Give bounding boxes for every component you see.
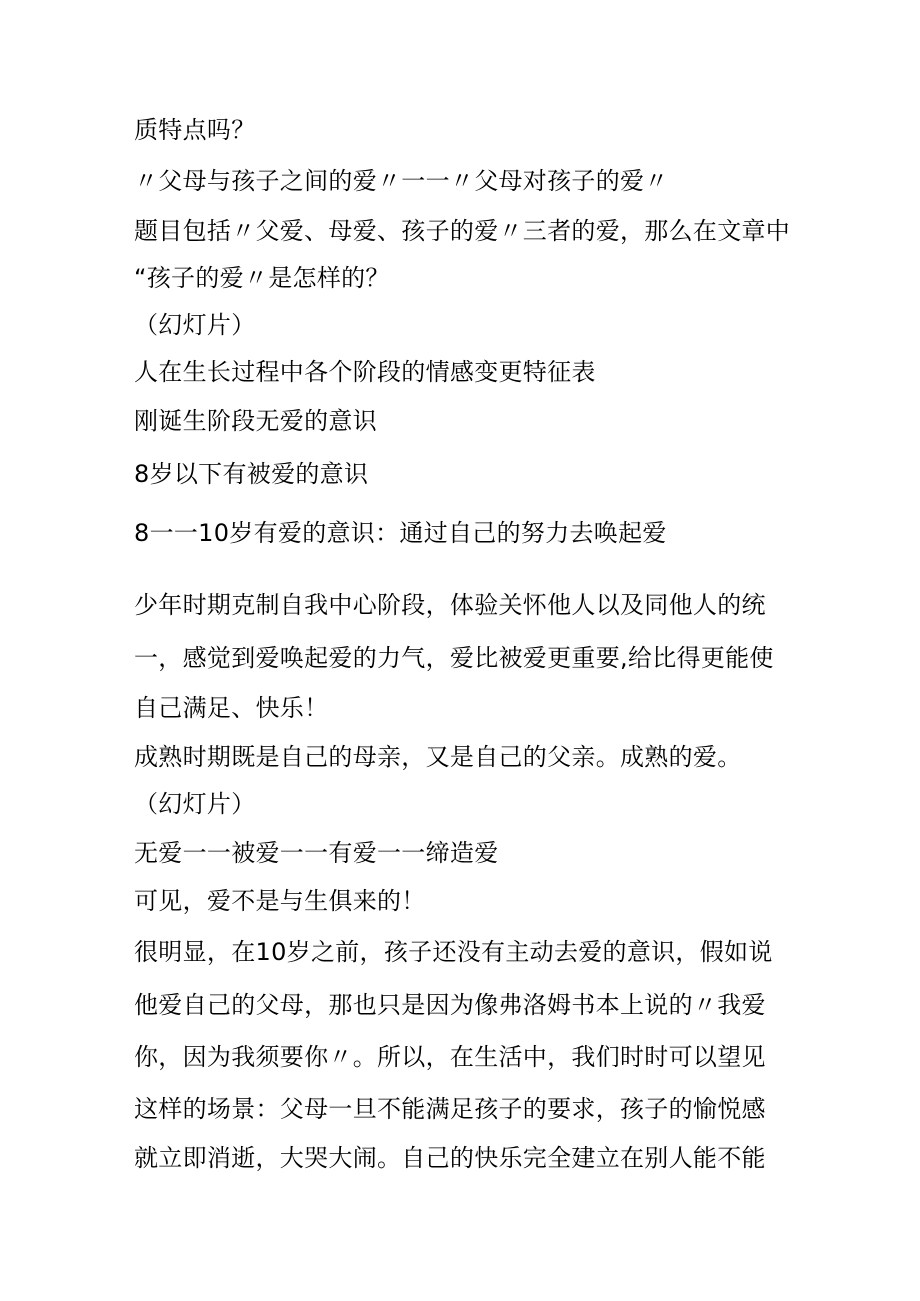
text-line: 他爱自己的父母，那也只是因为像弗洛姆书本上说的〃我爱 [134, 991, 766, 1019]
text-line: 无爱一一被爱一一有爱一一缔造爱 [134, 839, 499, 867]
text-line: 刚诞生阶段无爱的意识 [134, 407, 377, 435]
text-line: 8岁以下有被爱的意识 [134, 460, 369, 488]
text-line: 题目包括〃父爱、母爱、孩子的爱〃三者的爱，那么在文章中 [134, 217, 791, 245]
text-line: 可见，爱不是与生俱来的！ [134, 887, 426, 915]
text-line: 少年时期克制自我中心阶段，体验关怀他人以及同他人的统 [134, 591, 766, 619]
text-line: 一，感觉到爱唤起爱的力气，爱比被爱更重要,给比得更能使 [134, 644, 774, 672]
text-line: 成熟时期既是自己的母亲，又是自己的父亲。成熟的爱。 [134, 743, 742, 771]
text-line: 〃父母与孩子之间的爱〃一一〃父母对孩子的爱〃 [134, 167, 669, 195]
text-line: 人在生长过程中各个阶段的情感变更特征表 [134, 358, 596, 386]
text-line: 很明显，在10岁之前，孩子还没有主动去爱的意识，假如说 [134, 938, 773, 966]
text-line: 8一一10岁有爱的意识：通过自己的努力去唤起爱 [134, 519, 667, 547]
text-line: 自己满足、快乐！ [134, 694, 329, 722]
text-line: 你，因为我须要你〃。所以，在生活中，我们时时可以望见 [134, 1043, 766, 1071]
text-line: 这样的场景：父母一旦不能满足孩子的要求，孩子的愉悦感 [134, 1095, 766, 1123]
text-line: （幻灯片） [134, 311, 256, 339]
text-line: （幻灯片） [134, 790, 256, 818]
text-line: 质特点吗？ [134, 116, 256, 144]
text-line: 就立即消逝，大哭大闹。自己的快乐完全建立在别人能不能 [134, 1144, 766, 1172]
text-line: “孩子的爱〃是怎样的？ [134, 264, 390, 292]
